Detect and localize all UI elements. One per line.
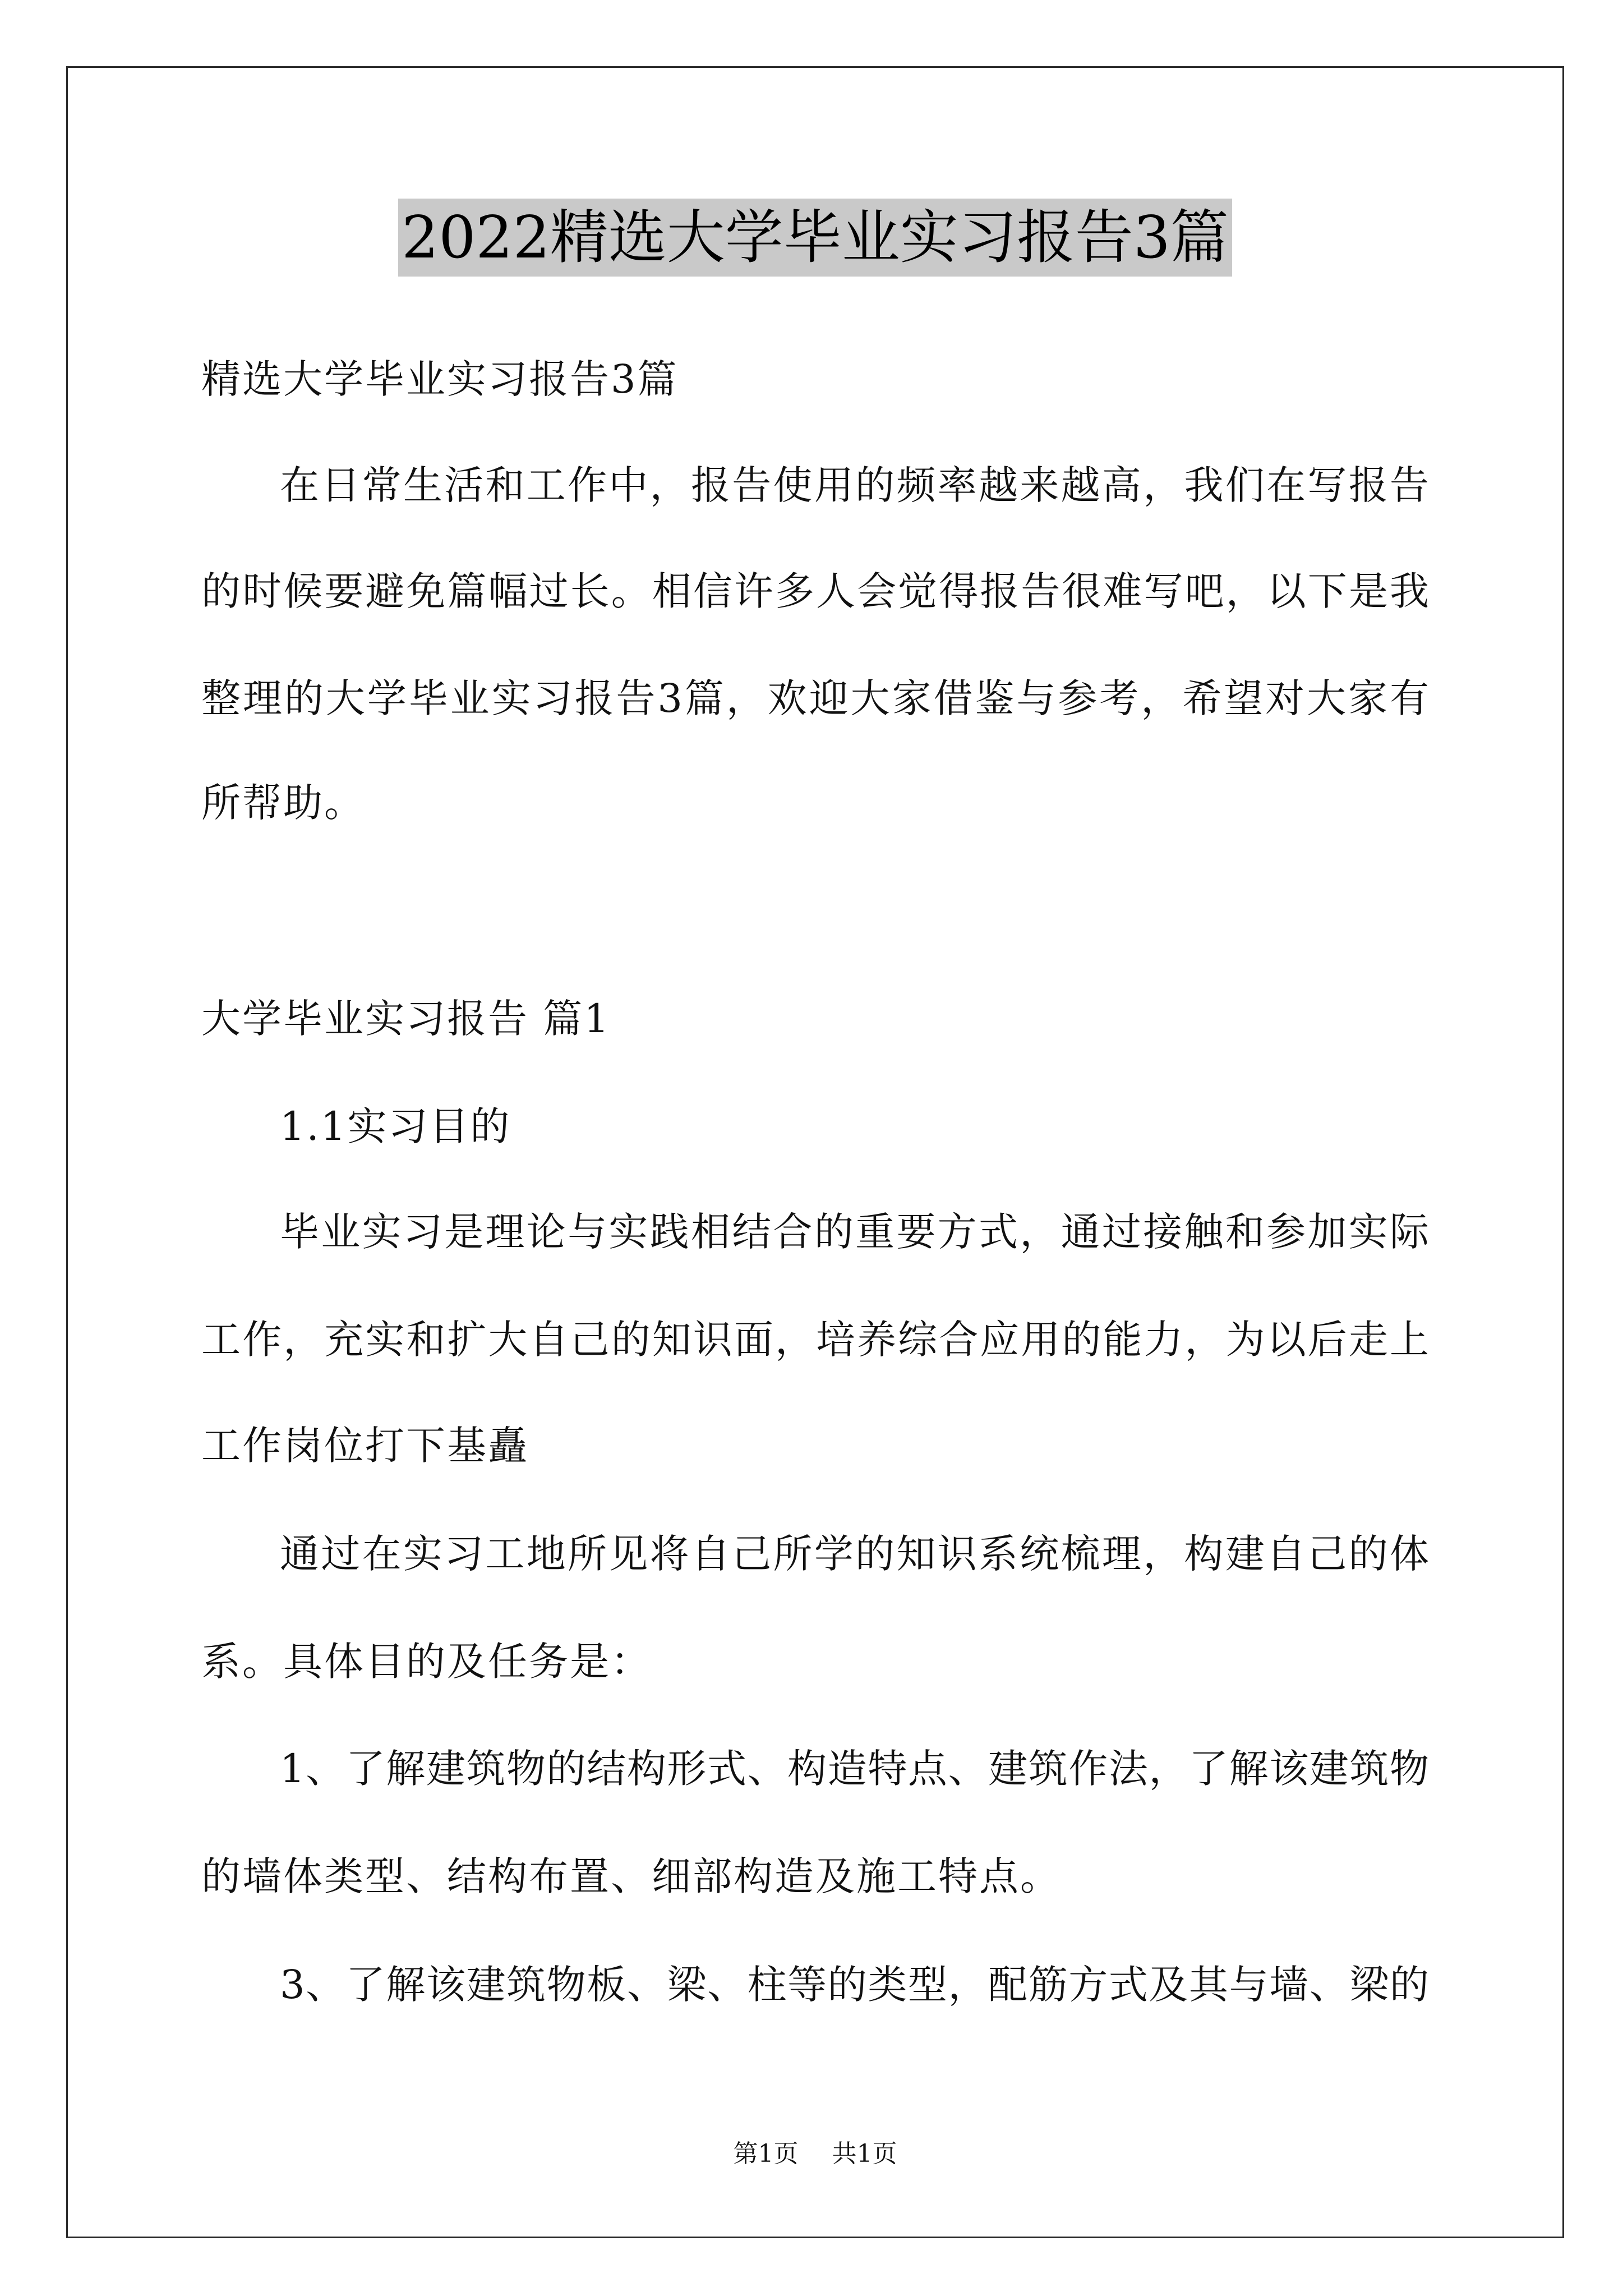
- body-line: 3、了解该建筑物板、梁、柱等的类型，配筋方式及其与墙、梁的: [280, 1962, 1429, 2008]
- body-line: 毕业实习是理论与实践相结合的重要方式，通过接触和参加实际: [280, 1209, 1429, 1255]
- body-line: 工作岗位打下基矗: [201, 1423, 529, 1469]
- section-heading: 大学毕业实习报告 篇1: [201, 996, 611, 1042]
- body-line: 1、了解建筑物的结构形式、构造特点、建筑作法，了解该建筑物: [280, 1746, 1429, 1792]
- document-title: 2022精选大学毕业实习报告3篇: [398, 199, 1232, 277]
- section-subheading: 1.1实习目的: [280, 1103, 511, 1149]
- body-line: 系。具体目的及任务是：: [201, 1639, 652, 1685]
- intro-line: 在日常生活和工作中，报告使用的频率越来越高，我们在写报告: [280, 462, 1429, 508]
- intro-line: 的时候要避免篇幅过长。相信许多人会觉得报告很难写吧，以下是我: [201, 568, 1429, 614]
- body-line: 通过在实习工地所见将自己所学的知识系统梳理，构建自己的体: [280, 1531, 1429, 1577]
- page-footer: [66, 2140, 1564, 2168]
- page-total: 共1页: [832, 2139, 897, 2168]
- document-subtitle: 精选大学毕业实习报告3篇: [201, 356, 679, 402]
- page-number: 第1页: [733, 2139, 799, 2168]
- title-container: [66, 199, 1564, 277]
- body-line: 的墙体类型、结构布置、细部构造及施工特点。: [201, 1853, 1061, 1899]
- intro-line: 整理的大学毕业实习报告3篇，欢迎大家借鉴与参考，希望对大家有: [201, 675, 1429, 721]
- intro-line: 所帮助。: [201, 780, 365, 826]
- body-line: 工作，充实和扩大自己的知识面，培养综合应用的能力，为以后走上: [201, 1317, 1429, 1363]
